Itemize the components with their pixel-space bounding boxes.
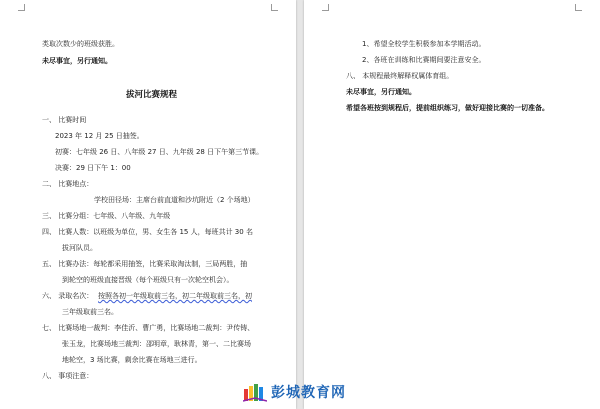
right-document-page — [304, 0, 600, 409]
section-title: 拔河比赛规程 — [126, 90, 178, 100]
underlined-text: 按照各初一年级取前三名，初二年级取前三名，初 — [98, 292, 252, 300]
text-line: 张玉龙，比赛场地三裁判：邵明章，耿林青，第一、二比赛场 — [62, 340, 251, 348]
text-line: 2、各班在训练和比赛期间要注意安全。 — [362, 56, 486, 64]
text-line: 一、 比赛时间 — [42, 116, 87, 124]
text-line: 地轮空，3 场比赛，剩余比赛在场地三进行。 — [62, 356, 202, 364]
book-logo-icon — [243, 382, 267, 402]
page-corner-mark — [575, 4, 582, 11]
text-line: 二、 比赛地点： — [42, 180, 94, 188]
text-line: 2023 年 12 月 25 日抽签。 — [55, 132, 144, 140]
text-line: 四、 比赛人数：以班级为单位，男、女生各 15 人，每班共计 30 名 — [42, 228, 253, 236]
page-corner-mark — [322, 4, 329, 11]
text-line: 初赛：七年级 26 日、八年级 27 日、九年级 28 日下午第三节课。 — [55, 148, 264, 156]
text-line: 决赛：29 日下午 1：00 — [55, 164, 131, 172]
text-line: 到轮空的班级直接晋级（每个班级只有一次轮空机会）。 — [62, 276, 234, 284]
watermark-logo — [243, 381, 368, 403]
left-document-page — [0, 0, 296, 409]
text-line: 五、 比赛办法：每轮都采用抽签，比赛采取淘汰制，三局两胜，抽 — [42, 260, 248, 268]
text-line: 三、 比赛分组：七年级、八年级、九年级 — [42, 212, 171, 220]
watermark-text: 彭城教育网 — [271, 385, 346, 401]
text-line: 八、 事项注意： — [42, 372, 94, 380]
text-line: 1、希望全校学生积极参加本学期活动。 — [362, 40, 486, 48]
page-corner-mark — [271, 4, 278, 11]
page-corner-mark — [18, 4, 25, 11]
text-line-underlined — [98, 292, 252, 301]
text-line: 学校田径场：主席台前直道和沙坑附近（2 个场地） — [94, 196, 255, 204]
text-line: 八、 本规程最终解释权属体育组。 — [346, 72, 454, 80]
text-line: 七、 比赛场地一裁判：李佳沂、曹广勇，比赛场地二裁判：尹传铸、 — [42, 324, 255, 332]
text-line: 六、 录取名次： — [42, 292, 94, 300]
text-line: 类取次数少的班级获胜。 — [42, 40, 119, 48]
text-line: 拔河队员。 — [62, 244, 97, 252]
text-line: 三年级取前三名。 — [62, 308, 118, 316]
text-line-bold: 未尽事宜，另行通知。 — [346, 88, 416, 96]
text-line-bold: 希望各班按到规程后，提前组织练习，做好迎接比赛的一切准备。 — [346, 104, 549, 112]
text-line-bold: 未尽事宜，另行通知。 — [42, 57, 112, 65]
